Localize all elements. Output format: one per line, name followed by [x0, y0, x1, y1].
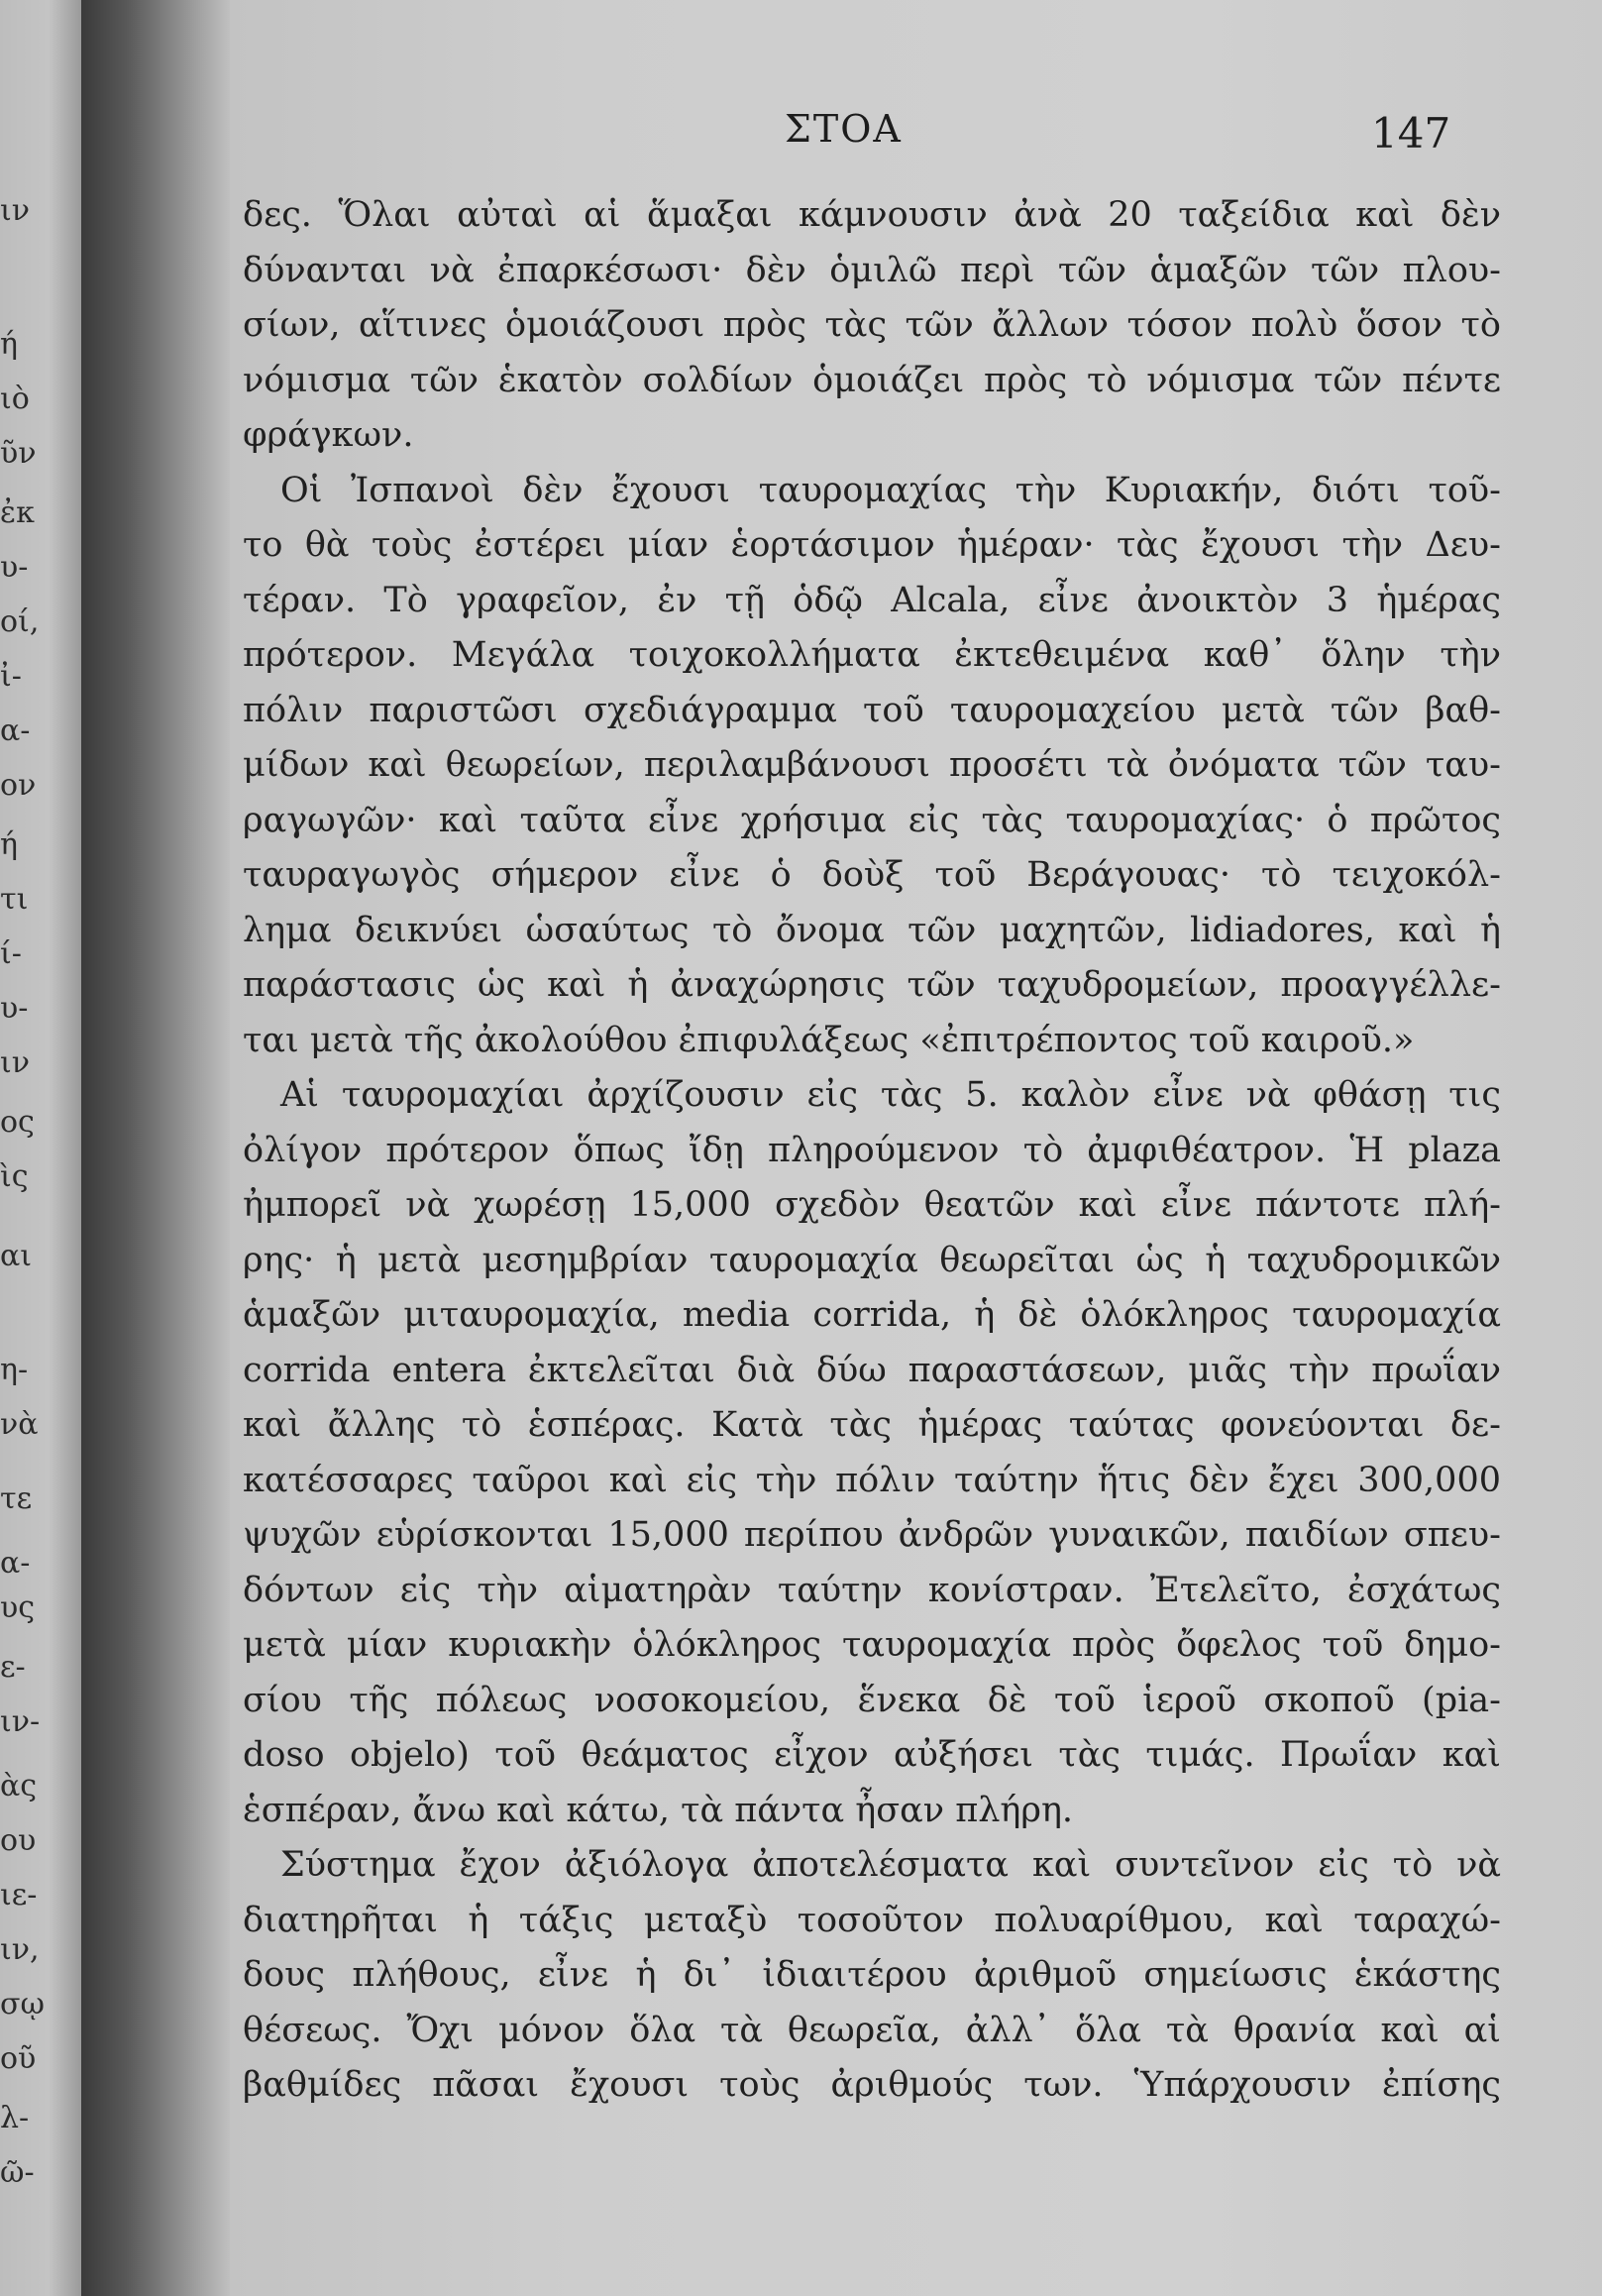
margin-fragment: α- [0, 1546, 31, 1581]
margin-fragment: υ- [0, 550, 29, 585]
text-line: δόντων εἰς τὴν αἱματηρὰν ταύτην κονίστραν. Ἐτελεῖτο, ἐσχάτως [243, 1570, 1501, 1610]
text-line: σίου τῆς πόλεως νοσοκομείου, ἕνεκα δὲ τοῦ ἱεροῦ σκοποῦ (pia- [243, 1680, 1501, 1720]
margin-fragment: α- [0, 713, 31, 748]
text-line: ψυχῶν εὑρίσκονται 15,000 περίπου ἀνδρῶν γυναικῶν, παιδίων σπευ- [243, 1515, 1501, 1555]
page-header [230, 107, 1488, 166]
margin-fragment: ον [0, 768, 37, 803]
text-line: ρης· ἡ μετὰ μεσημβρίαν ταυρομαχία θεωρεῖται ὡς ἡ ταχυδρομικῶν [243, 1240, 1501, 1280]
margin-fragment: σῳ [0, 1987, 45, 2022]
text-line: το θὰ τοὺς ἐστέρει μίαν ἑορτάσιμον ἡμέραν· τὰς ἔχουσι τὴν Δευ- [243, 525, 1501, 565]
text-line: νόμισμα τῶν ἑκατὸν σολδίων ὁμοιάζει πρὸς τὸ νόμισμα τῶν πέντε [243, 360, 1501, 400]
text-line: ται μετὰ τῆς ἀκολούθου ἐπιφυλάξεως «ἐπιτρέποντος τοῦ καιροῦ.» [243, 1020, 1415, 1060]
margin-fragment: ῶ- [0, 2155, 35, 2190]
text-line: corrida entera ἐκτελεῖται διὰ δύω παραστάσεων, μιᾶς τὴν πρωΐαν [243, 1350, 1501, 1390]
text-line: δες. Ὅλαι αὐταὶ αἱ ἅμαξαι κάμνουσιν ἀνὰ 20 ταξείδια καὶ δὲν [243, 195, 1501, 235]
text-line: σίων, αἵτινες ὁμοιάζουσι πρὸς τὰς τῶν ἄλλων τόσον πολὺ ὅσον τὸ [243, 305, 1501, 345]
margin-fragment: ε- [0, 1650, 26, 1685]
text-line: Σύστημα ἔχον ἀξιόλογα ἀποτελέσματα καὶ συντεῖνον εἰς τὸ νὰ [280, 1845, 1501, 1885]
body-text [243, 188, 1501, 2114]
text-line: ἁμαξῶν μιταυρομαχία, media corrida, ἡ δὲ ὁλόκληρος ταυρομαχία [243, 1295, 1501, 1335]
margin-fragment: ος [0, 1105, 35, 1140]
margin-fragment: υς [0, 1590, 36, 1625]
margin-fragment: ιν- [0, 1704, 41, 1739]
margin-fragment: ιὸ [0, 382, 30, 416]
text-line: ταυραγωγὸς σήμερον εἶνε ὁ δοὺξ τοῦ Βεράγουας· τὸ τειχοκόλ- [243, 855, 1501, 895]
text-line: Αἱ ταυρομαχίαι ἀρχίζουσιν εἰς τὰς 5. καλὸν εἶνε νὰ φθάσῃ τις [280, 1075, 1501, 1115]
text-line: βαθμίδες πᾶσαι ἔχουσι τοὺς ἀριθμούς των. Ὑπάρχουσιν ἐπίσης [243, 2065, 1501, 2105]
text-line: ἠμπορεῖ νὰ χωρέσῃ 15,000 σχεδὸν θεατῶν καὶ εἶνε πάντοτε πλή- [243, 1185, 1501, 1225]
margin-fragment: υ- [0, 991, 29, 1026]
text-line: πρότερον. Μεγάλα τοιχοκολλήματα ἐκτεθειμένα καθ᾽ ὅλην τὴν [243, 635, 1501, 675]
margin-fragment: ί- [0, 936, 22, 971]
margin-fragment: ή [0, 827, 18, 862]
book-gutter-shadow [81, 0, 230, 2296]
margin-fragment: ἰ- [0, 659, 22, 694]
text-line: μετὰ μίαν κυριακὴν ὁλόκληρος ταυρομαχία πρὸς ὄφελος τοῦ δημο- [243, 1625, 1501, 1665]
book-page [230, 0, 1602, 2296]
margin-fragment: τε [0, 1481, 33, 1516]
text-line: ἑσπέραν, ἄνω καὶ κάτω, τὰ πάντα ἦσαν πλήρη. [243, 1790, 1074, 1830]
text-line: καὶ ἄλλης τὸ ἑσπέρας. Κατὰ τὰς ἡμέρας ταύτας φονεύονται δε- [243, 1405, 1501, 1445]
text-line: ὀλίγον πρότερον ὅπως ἴδῃ πληρούμενον τὸ ἀμφιθέατρον. Ἡ plaza [243, 1130, 1501, 1170]
margin-fragment: ὰς [0, 1769, 38, 1804]
text-line: Οἱ Ἰσπανοὶ δὲν ἔχουσι ταυρομαχίας τὴν Κυριακήν, διότι τοῦ- [280, 470, 1501, 510]
text-line: φράγκων. [243, 415, 414, 455]
text-line: λημα δεικνύει ὡσαύτως τὸ ὄνομα τῶν μαχητῶν, lidiadores, καὶ ἡ [243, 910, 1501, 950]
margin-fragment: τι [0, 882, 29, 917]
text-line: ραγωγῶν· καὶ ταῦτα εἶνε χρήσιμα εἰς τὰς ταυρομαχίας· ὁ πρῶτος [243, 800, 1501, 840]
margin-fragment: ιν [0, 193, 30, 228]
text-line: κατέσσαρες ταῦροι καὶ εἰς τὴν πόλιν ταύτην ἥτις δὲν ἔχει 300,000 [243, 1460, 1501, 1500]
margin-fragment: ιν [0, 1045, 30, 1080]
text-line: δύνανται νὰ ἐπαρκέσωσι· δὲν ὁμιλῶ περὶ τῶν ἁμαξῶν τῶν πλου- [243, 250, 1501, 290]
text-line: τέραν. Τὸ γραφεῖον, ἐν τῇ ὁδῷ Alcala, εἶνε ἀνοικτὸν 3 ἡμέρας [243, 580, 1501, 620]
margin-fragment: αι [0, 1239, 33, 1273]
margin-fragment: ὶς [0, 1159, 29, 1194]
text-line: doso objelo) τοῦ θεάματος εἶχον αὐξήσει τὰς τιμάς. Πρωΐαν καὶ [243, 1735, 1501, 1775]
text-line: δους πλήθους, εἶνε ἡ δι᾽ ἰδιαιτέρου ἀριθμοῦ σημείωσις ἑκάστης [243, 1955, 1501, 1995]
margin-fragment: η- [0, 1353, 29, 1387]
margin-fragment: ου [0, 1823, 37, 1858]
running-title: ΣΤΟΑ [785, 107, 903, 151]
margin-fragment: ἐκ [0, 495, 35, 530]
margin-fragment: ή [0, 327, 18, 362]
text-line: πόλιν παριστῶσι σχεδιάγραμμα τοῦ ταυρομαχείου μετὰ τῶν βαθ- [243, 690, 1501, 730]
text-line: μίδων καὶ θεωρείων, περιλαμβάνουσι προσέτι τὰ ὀνόματα τῶν ταυ- [243, 745, 1501, 785]
margin-fragment: ιν, [0, 1932, 40, 1967]
text-line: παράστασις ὡς καὶ ἡ ἀναχώρησις τῶν ταχυδρομείων, προαγγέλλε- [243, 965, 1501, 1005]
margin-fragment: λ- [0, 2101, 30, 2135]
text-line: διατηρῆται ἡ τάξις μεταξὺ τοσοῦτον πολυαρίθμου, καὶ ταραχώ- [243, 1900, 1501, 1940]
margin-fragment: ῦν [0, 436, 37, 471]
facing-page-edge [0, 0, 81, 2296]
margin-fragment: οῦ [0, 2041, 37, 2076]
text-line: θέσεως. Ὄχι μόνον ὅλα τὰ θεωρεῖα, ἀλλ᾽ ὅλα τὰ θρανία καὶ αἱ [243, 2010, 1501, 2050]
page-number: 147 [1371, 109, 1451, 158]
margin-fragment: νὰ [0, 1407, 39, 1442]
margin-fragment: οί, [0, 604, 40, 639]
margin-fragment: ιε- [0, 1878, 38, 1913]
